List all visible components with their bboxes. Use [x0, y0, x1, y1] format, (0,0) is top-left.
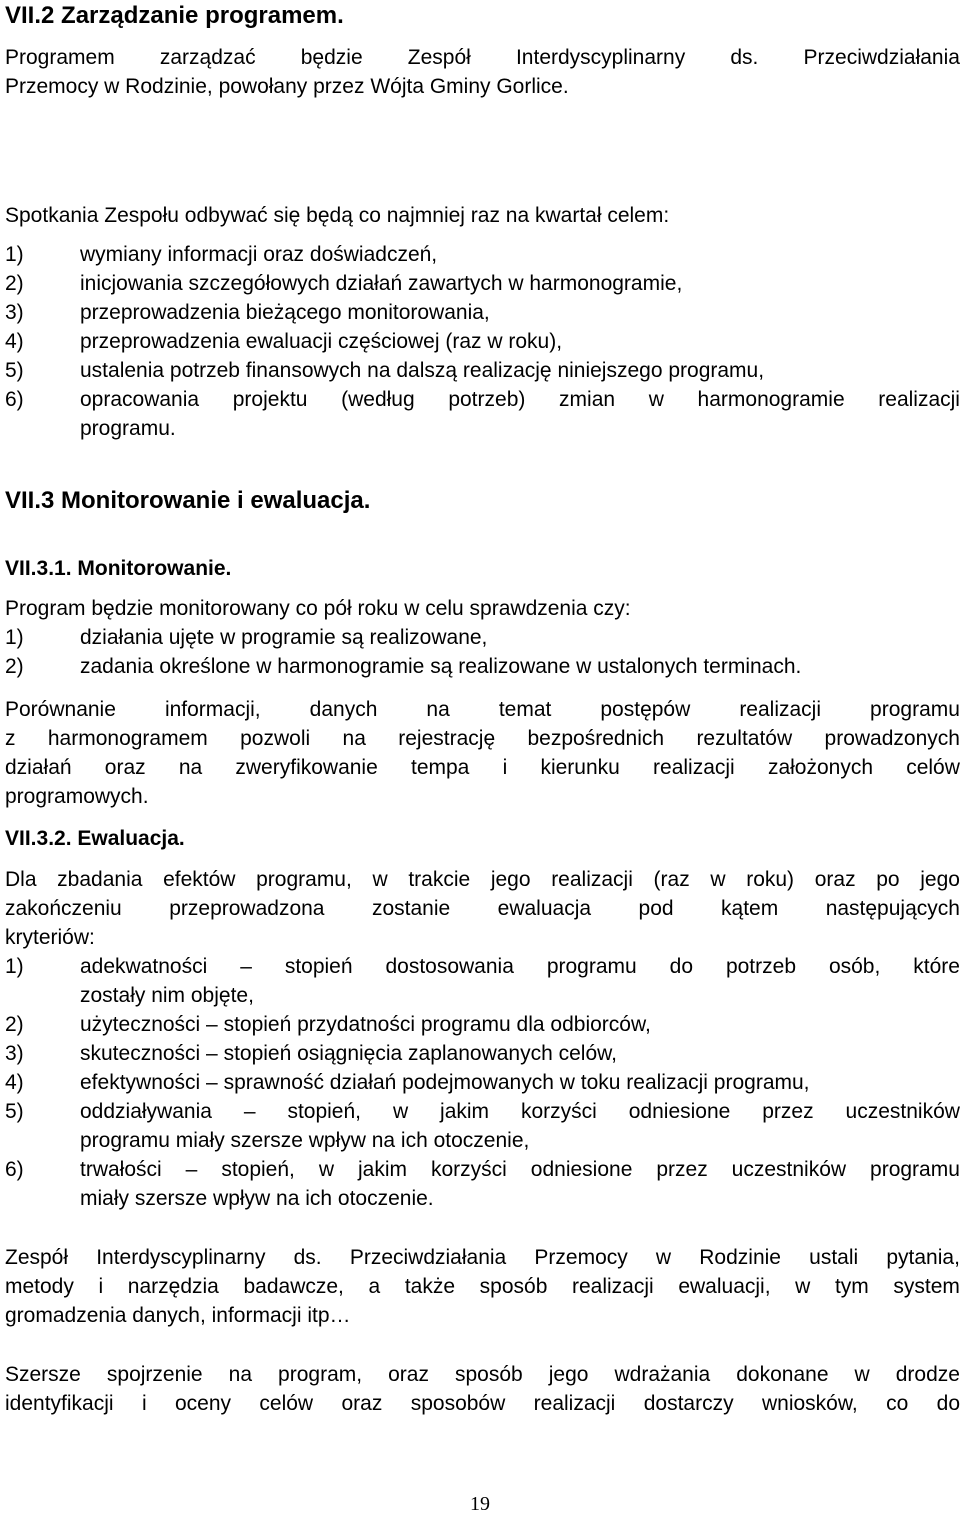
- word: Zespół: [407, 46, 471, 69]
- word: trwałości: [80, 1158, 162, 1181]
- list-number: 1): [5, 626, 24, 649]
- word: w: [372, 868, 388, 891]
- word: Dla: [5, 868, 37, 891]
- word: do: [936, 1392, 960, 1415]
- word: w: [795, 1275, 811, 1298]
- word: narzędzia: [127, 1275, 219, 1298]
- list-item: inicjowania szczegółowych działań zawartych w harmonogramie,: [80, 272, 683, 295]
- list-number: 4): [5, 330, 24, 353]
- word: kątem: [721, 897, 779, 920]
- subsection-heading-evaluation: VII.3.2. Ewaluacja.: [5, 827, 185, 850]
- word: stopień,: [221, 1158, 295, 1181]
- paragraph-line: [5, 699, 960, 720]
- word: postępów: [600, 698, 691, 721]
- list-item-continuation: programu.: [80, 417, 176, 440]
- word: prowadzonych: [824, 727, 960, 750]
- word: –: [243, 1100, 256, 1123]
- list-item: przeprowadzenia ewaluacji częściowej (raz w roku),: [80, 330, 563, 353]
- word: oddziaływania: [80, 1100, 212, 1123]
- section-heading-vii-3: VII.3 Monitorowanie i ewaluacja.: [5, 487, 371, 514]
- word: działań: [5, 756, 72, 779]
- word: zweryfikowanie: [235, 756, 378, 779]
- list-item-continuation: programu miały szersze wpływ na ich otoczenie,: [80, 1129, 530, 1152]
- word: oraz: [341, 1392, 383, 1415]
- word: dostosowania: [385, 955, 514, 978]
- word: co: [886, 1392, 909, 1415]
- word: rejestrację: [398, 727, 496, 750]
- word: sposób: [479, 1275, 548, 1298]
- word: celów: [906, 756, 960, 779]
- word: tempa: [410, 756, 470, 779]
- word: przeprowadzona: [169, 897, 325, 920]
- word: (raz: [653, 868, 690, 891]
- word: zostanie: [371, 897, 451, 920]
- word: na: [426, 698, 450, 721]
- list-number: 4): [5, 1071, 24, 1094]
- word: adekwatności: [80, 955, 208, 978]
- word: jakim: [357, 1158, 407, 1181]
- word: Programem: [5, 46, 115, 69]
- word: jego: [490, 868, 531, 891]
- word: w: [854, 1363, 870, 1386]
- word: realizacji: [572, 1275, 654, 1298]
- list-item: [80, 956, 960, 977]
- word: badawcze,: [243, 1275, 344, 1298]
- word: realizacji: [739, 698, 822, 721]
- word: ewaluacji,: [678, 1275, 771, 1298]
- word: bezpośrednich: [527, 727, 665, 750]
- word: odniesione: [628, 1100, 731, 1123]
- list-item: [80, 1159, 960, 1180]
- word: harmonogramem: [47, 727, 208, 750]
- word: korzyści: [430, 1158, 507, 1181]
- paragraph-line: [5, 757, 960, 778]
- list-number: 1): [5, 243, 24, 266]
- word: pod: [638, 897, 674, 920]
- word: uczestników: [731, 1158, 847, 1181]
- word: będzie: [300, 46, 363, 69]
- word: założonych: [767, 756, 873, 779]
- list-item: [80, 1101, 960, 1122]
- word: przez: [762, 1100, 814, 1123]
- list-item: wymiany informacji oraz doświadczeń,: [80, 243, 438, 266]
- word: zarządzać: [159, 46, 256, 69]
- word: potrzeb): [448, 388, 526, 411]
- word: w: [392, 1100, 409, 1123]
- page-number: 19: [470, 1493, 490, 1515]
- word: na: [342, 727, 366, 750]
- list-item: efektywności – sprawność działań podejmowanych w toku realizacji programu,: [80, 1071, 810, 1094]
- word: realizacji: [533, 1392, 616, 1415]
- word: efektów: [163, 868, 236, 891]
- word: do: [669, 955, 694, 978]
- word: celów: [259, 1392, 314, 1415]
- word: (według: [341, 388, 415, 411]
- word: Interdyscyplinarny: [96, 1246, 266, 1269]
- list-number: 5): [5, 1100, 24, 1123]
- word: w: [648, 388, 664, 411]
- word: zbadania: [57, 868, 143, 891]
- word: także: [404, 1275, 456, 1298]
- word: ds.: [730, 46, 759, 69]
- word: kierunku: [540, 756, 620, 779]
- word: następujących: [825, 897, 960, 920]
- word: uczestników: [845, 1100, 960, 1123]
- list-item-continuation: zostały nim objęte,: [80, 984, 254, 1007]
- word: roku): [746, 868, 795, 891]
- word: identyfikacji: [5, 1392, 114, 1415]
- word: wniosków,: [761, 1392, 858, 1415]
- word: Szersze: [5, 1363, 81, 1386]
- list-number: 3): [5, 1042, 24, 1065]
- word: realizacji: [878, 388, 960, 411]
- word: które: [913, 955, 960, 978]
- word: jego: [920, 868, 960, 891]
- word: przez: [656, 1158, 708, 1181]
- word: a: [368, 1275, 381, 1298]
- paragraph-line: [5, 898, 960, 919]
- meetings-intro: Spotkania Zespołu odbywać się będą co najmniej raz na kwartał celem:: [5, 204, 670, 227]
- list-item: [80, 389, 960, 410]
- word: potrzeb: [725, 955, 796, 978]
- word: dokonane: [736, 1363, 829, 1386]
- word: w: [655, 1246, 672, 1269]
- word: Przeciwdziałania: [349, 1246, 507, 1269]
- word: Interdyscyplinarny: [515, 46, 686, 69]
- word: Rodzinie: [699, 1246, 781, 1269]
- word: –: [185, 1158, 198, 1181]
- word: pytania,: [886, 1246, 960, 1269]
- word: informacji,: [164, 698, 261, 721]
- word: oraz: [814, 868, 856, 891]
- list-item: przeprowadzenia bieżącego monitorowania,: [80, 301, 490, 324]
- word: zakończeniu: [5, 897, 122, 920]
- list-number: 6): [5, 388, 24, 411]
- word: w: [710, 868, 726, 891]
- word: korzyści: [520, 1100, 597, 1123]
- word: program,: [278, 1363, 363, 1386]
- list-number: 2): [5, 655, 24, 678]
- word: projektu: [232, 388, 308, 411]
- word: realizacji: [653, 756, 735, 779]
- paragraph-line: [5, 1364, 960, 1385]
- word: trakcie: [408, 868, 471, 891]
- paragraph-line: [5, 47, 960, 68]
- list-item-continuation: miały szersze wpływ na ich otoczenie.: [80, 1187, 434, 1210]
- word: zmian: [559, 388, 616, 411]
- list-item: zadania określone w harmonogramie są realizowane w ustalonych terminach.: [80, 655, 802, 678]
- word: pozwoli: [240, 727, 311, 750]
- word: harmonogramie: [697, 388, 845, 411]
- word: oraz: [104, 756, 146, 779]
- word: danych: [309, 698, 378, 721]
- word: system: [893, 1275, 960, 1298]
- word: metody: [5, 1275, 74, 1298]
- paragraph-line: programowych.: [5, 785, 149, 808]
- word: jego: [548, 1363, 589, 1386]
- word: po: [876, 868, 900, 891]
- word: oceny: [174, 1392, 232, 1415]
- word: stopień: [284, 955, 353, 978]
- list-item: działania ujęte w programie są realizowane,: [80, 626, 488, 649]
- word: odniesione: [530, 1158, 633, 1181]
- word: Zespół: [5, 1246, 69, 1269]
- word: Przemocy: [534, 1246, 628, 1269]
- word: wdrażania: [614, 1363, 711, 1386]
- list-number: 6): [5, 1158, 24, 1181]
- word: programu,: [256, 868, 352, 891]
- word: Porównanie: [5, 698, 116, 721]
- word: osób,: [828, 955, 881, 978]
- list-number: 5): [5, 359, 24, 382]
- word: z: [5, 727, 16, 750]
- paragraph-line: [5, 728, 960, 749]
- word: realizacji: [551, 868, 633, 891]
- list-number: 2): [5, 272, 24, 295]
- word: na: [228, 1363, 253, 1386]
- list-number: 1): [5, 955, 24, 978]
- section-heading-vii-2: VII.2 Zarządzanie programem.: [5, 2, 344, 29]
- word: dostarczy: [643, 1392, 734, 1415]
- subsection-heading-monitoring: VII.3.1. Monitorowanie.: [5, 557, 232, 580]
- word: programu: [870, 698, 960, 721]
- word: jakim: [440, 1100, 490, 1123]
- word: rezultatów: [696, 727, 793, 750]
- paragraph-line: [5, 1247, 960, 1268]
- word: drodze: [895, 1363, 960, 1386]
- word: tym: [834, 1275, 869, 1298]
- list-item: użyteczności – stopień przydatności programu dla odbiorców,: [80, 1013, 651, 1036]
- word: i: [141, 1392, 147, 1415]
- word: temat: [498, 698, 552, 721]
- word: opracowania: [80, 388, 200, 411]
- word: ewaluacja: [497, 897, 592, 920]
- list-number: 2): [5, 1013, 24, 1036]
- paragraph-line: [5, 869, 960, 890]
- paragraph-line: [5, 1393, 960, 1414]
- word: ds.: [293, 1246, 322, 1269]
- paragraph-line: gromadzenia danych, informacji itp…: [5, 1304, 351, 1327]
- monitoring-intro: Program będzie monitorowany co pół roku w celu sprawdzenia czy:: [5, 597, 631, 620]
- word: ustali: [809, 1246, 859, 1269]
- paragraph-line: Przemocy w Rodzinie, powołany przez Wójta Gminy Gorlice.: [5, 75, 569, 98]
- word: Przeciwdziałania: [803, 46, 960, 69]
- word: sposób: [455, 1363, 523, 1386]
- list-number: 3): [5, 301, 24, 324]
- list-item: skuteczności – stopień osiągnięcia zaplanowanych celów,: [80, 1042, 617, 1065]
- paragraph-line: kryteriów:: [5, 926, 95, 949]
- word: i: [98, 1275, 104, 1298]
- word: spojrzenie: [106, 1363, 203, 1386]
- word: sposobów: [410, 1392, 506, 1415]
- word: –: [240, 955, 252, 978]
- word: programu: [546, 955, 637, 978]
- paragraph-line: [5, 1276, 960, 1297]
- list-item: ustalenia potrzeb finansowych na dalszą realizację niniejszego programu,: [80, 359, 765, 382]
- word: w: [318, 1158, 335, 1181]
- word: na: [178, 756, 203, 779]
- word: oraz: [388, 1363, 429, 1386]
- word: stopień,: [287, 1100, 362, 1123]
- word: programu: [870, 1158, 960, 1181]
- word: i: [502, 756, 508, 779]
